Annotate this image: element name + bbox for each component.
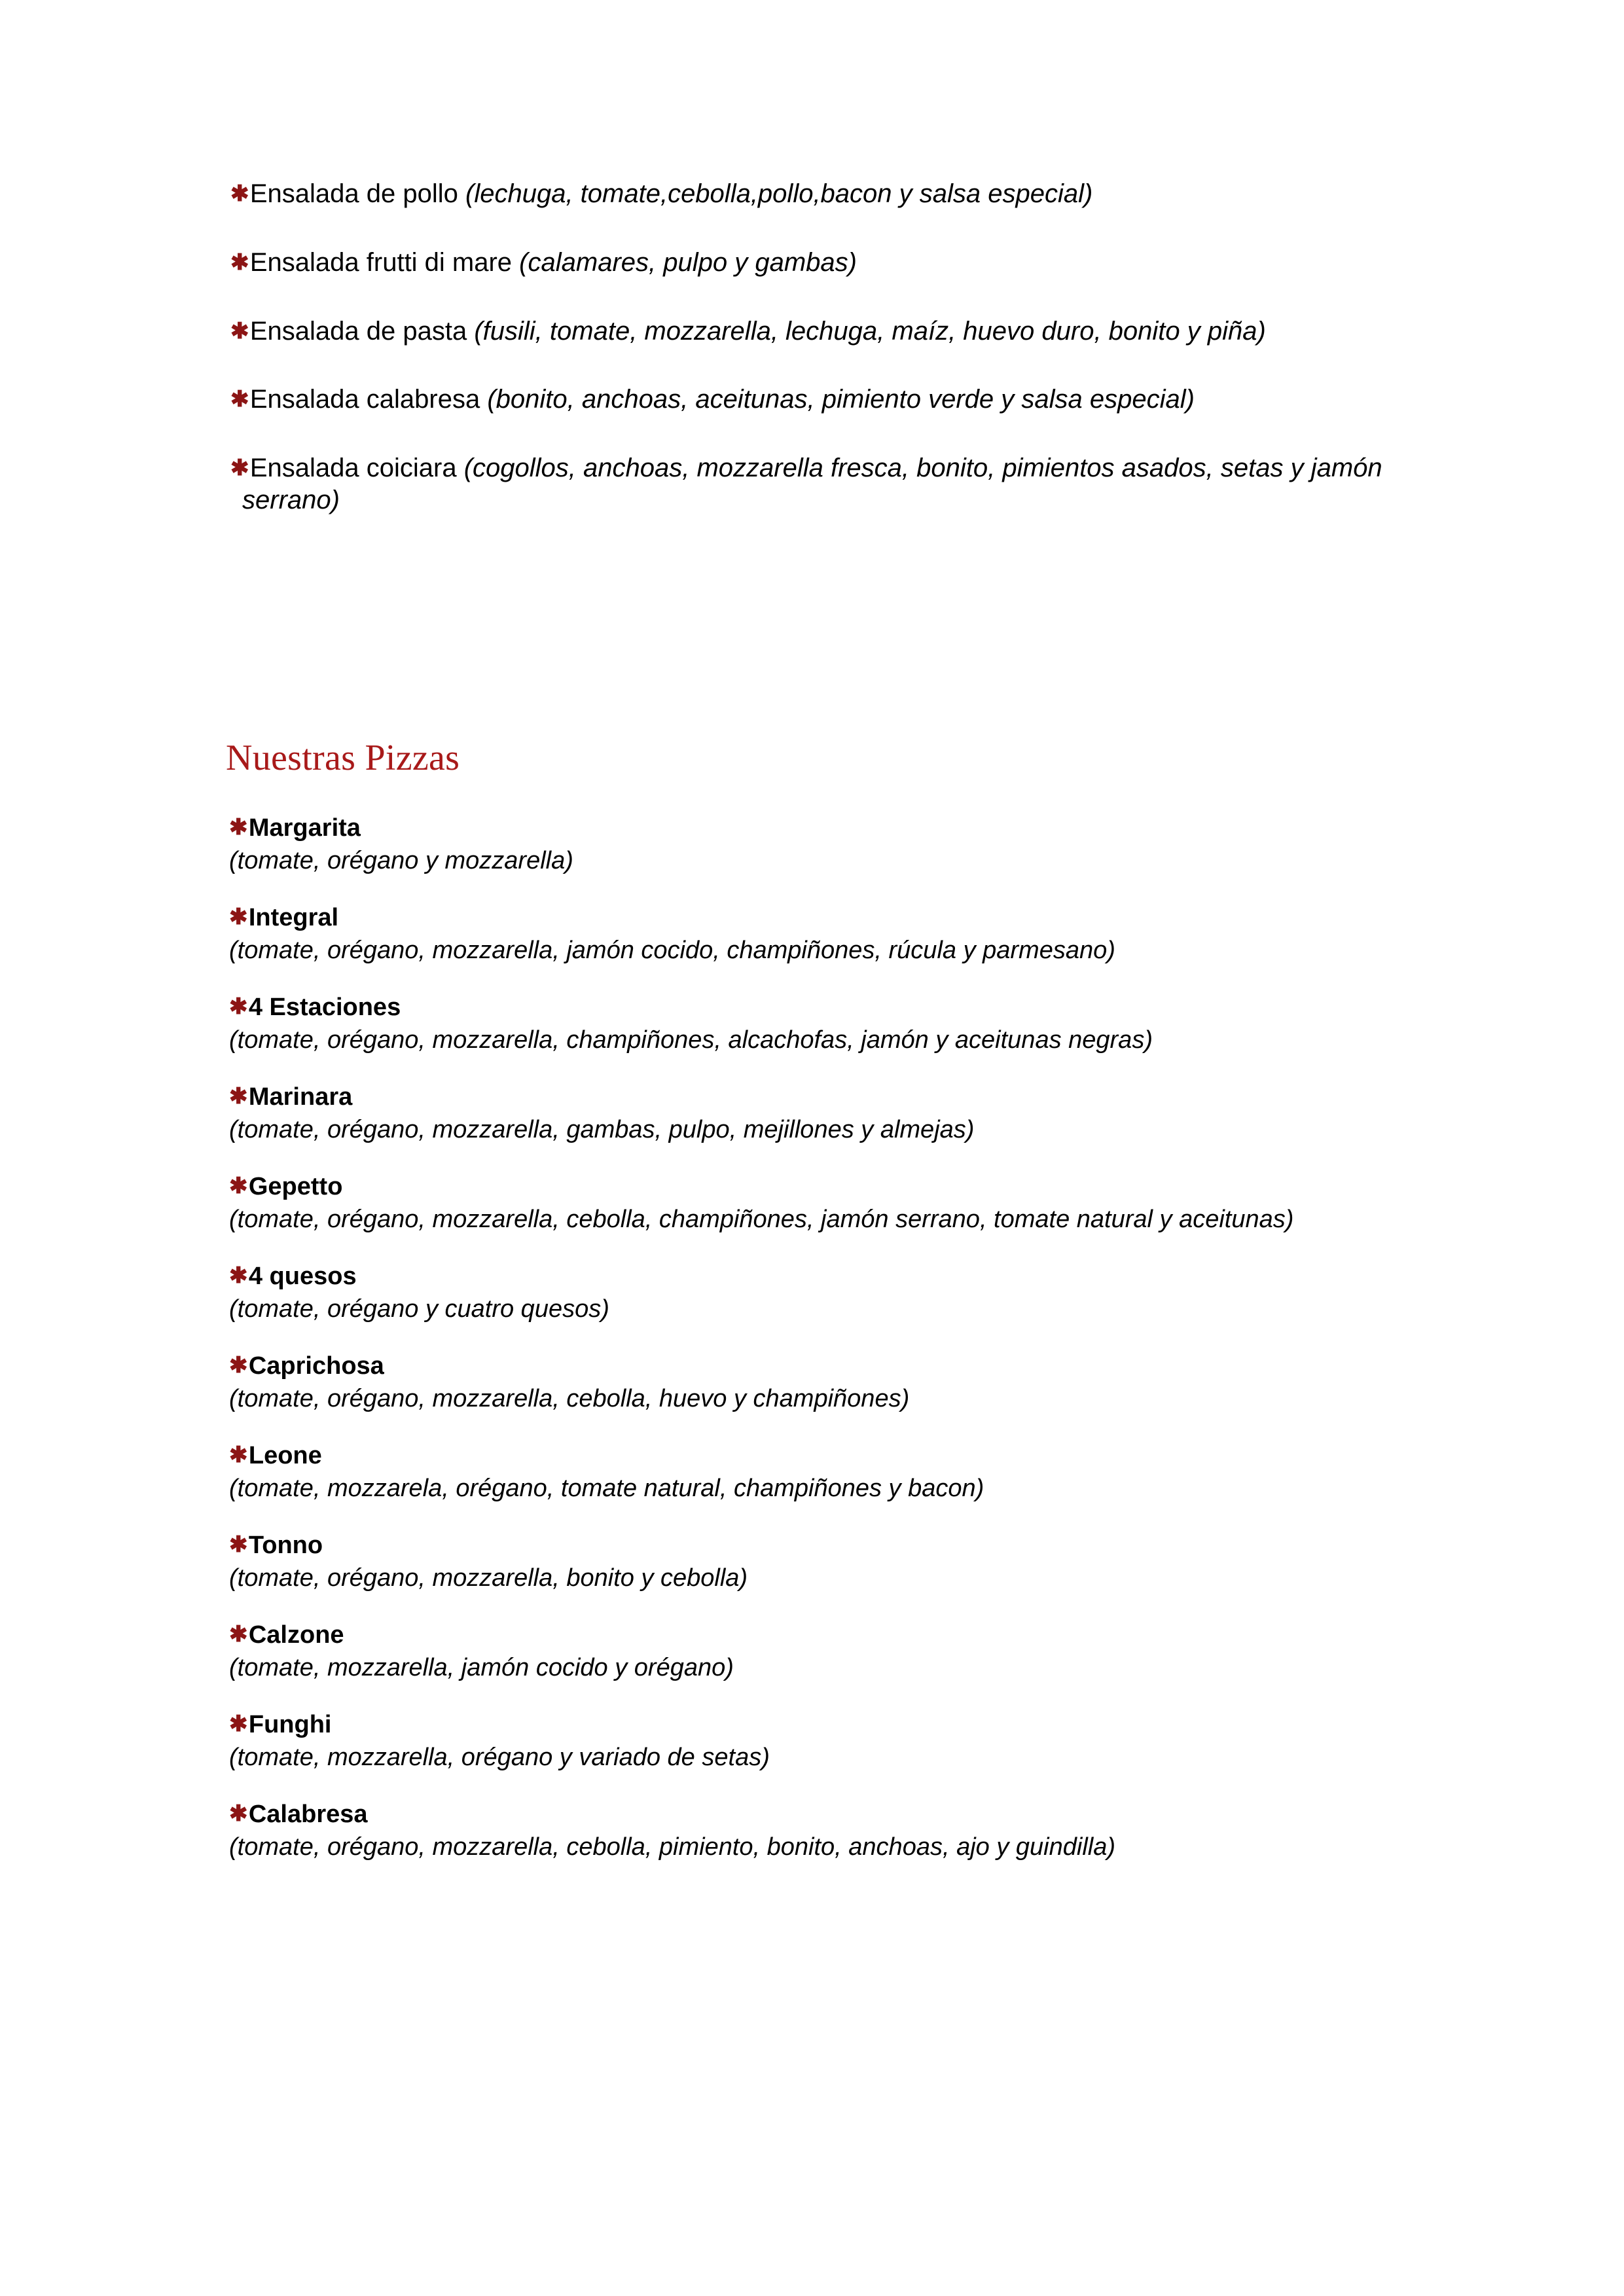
pizza-list-item [229, 1351, 1394, 1414]
pizza-description: (tomate, orégano, mozzarella, bonito y cebolla) [229, 1564, 748, 1592]
salad-name: Ensalada calabresa [249, 385, 488, 414]
asterisk-bullet-icon: ✱ [229, 1801, 249, 1826]
pizza-list-item [229, 1172, 1394, 1235]
pizza-list-item [229, 1799, 1394, 1863]
pizza-description: (tomate, orégano, mozzarella, cebolla, pimiento, bonito, anchoas, ajo y guindilla) [229, 1833, 1115, 1861]
pizza-description: (tomate, orégano, mozzarella, cebolla, huevo y champiñones) [229, 1384, 910, 1412]
salad-list-item [230, 178, 1382, 210]
asterisk-bullet-icon: ✱ [229, 1083, 249, 1109]
pizza-list-item [229, 813, 1394, 876]
pizza-list-item [229, 903, 1394, 966]
pizza-list-item [229, 1530, 1394, 1594]
pizza-description: (tomate, mozzarela, orégano, tomate natural, champiñones y bacon) [229, 1474, 984, 1502]
pizza-name-line [229, 1351, 1394, 1382]
page-title-nuestras-pizzas: Nuestras Pizzas [226, 738, 460, 778]
pizza-name: Calabresa [248, 1801, 368, 1828]
asterisk-bullet-icon: ✱ [230, 318, 250, 344]
pizza-description: (tomate, orégano, mozzarella, cebolla, champiñones, jamón serrano, tomate natural y aceitunas) [229, 1205, 1294, 1233]
pizza-name-line [229, 1710, 1394, 1741]
pizza-name: Leone [248, 1442, 322, 1469]
pizzas-section [229, 813, 1394, 1863]
pizza-description: (tomate, mozzarella, jamón cocido y orégano) [229, 1653, 734, 1681]
pizza-name-line [229, 1172, 1394, 1203]
pizza-list-item [229, 1261, 1394, 1325]
pizza-list-item [229, 1620, 1394, 1683]
pizza-name: Gepetto [248, 1173, 343, 1200]
asterisk-bullet-icon: ✱ [230, 181, 250, 206]
pizza-description: (tomate, orégano y mozzarella) [229, 846, 573, 874]
pizza-name: Caprichosa [248, 1352, 384, 1380]
pizza-description: (tomate, mozzarella, orégano y variado de setas) [229, 1743, 770, 1771]
pizza-name: 4 Estaciones [248, 994, 401, 1021]
salad-list-item [230, 315, 1382, 348]
pizza-name-line [229, 1799, 1394, 1831]
asterisk-bullet-icon: ✱ [230, 249, 250, 275]
pizza-name-line [229, 903, 1394, 934]
salad-name: Ensalada coiciara [249, 454, 464, 483]
salad-description: (bonito, anchoas, aceitunas, pimiento verde y salsa especial) [487, 385, 1195, 414]
salad-description: (cogollos, anchoas, mozzarella fresca, bonito, pimientos asados, setas y jamón serrano) [242, 454, 1382, 514]
salad-list-item [230, 452, 1382, 516]
asterisk-bullet-icon: ✱ [229, 904, 249, 929]
asterisk-bullet-icon: ✱ [229, 994, 249, 1019]
asterisk-bullet-icon: ✱ [230, 456, 250, 481]
salad-description: (calamares, pulpo y gambas) [519, 247, 857, 277]
pizza-name: 4 quesos [248, 1263, 357, 1290]
pizza-name: Tonno [248, 1532, 323, 1559]
salad-name: Ensalada de pasta [249, 316, 475, 346]
pizza-name-line [229, 992, 1394, 1024]
asterisk-bullet-icon: ✱ [229, 1352, 249, 1378]
asterisk-bullet-icon: ✱ [230, 387, 250, 412]
asterisk-bullet-icon: ✱ [229, 814, 249, 840]
salad-list-item [230, 384, 1382, 416]
pizza-name-line [229, 813, 1394, 844]
asterisk-bullet-icon: ✱ [229, 1621, 249, 1647]
pizza-list-item [229, 1082, 1394, 1145]
salad-description: (lechuga, tomate,cebolla,pollo,bacon y salsa especial) [465, 179, 1093, 208]
pizza-list-item [229, 1441, 1394, 1504]
pizza-list-item [229, 1710, 1394, 1773]
salad-name: Ensalada frutti di mare [249, 247, 520, 277]
asterisk-bullet-icon: ✱ [229, 1711, 249, 1736]
pizza-list-item [229, 992, 1394, 1056]
asterisk-bullet-icon: ✱ [229, 1532, 249, 1557]
asterisk-bullet-icon: ✱ [229, 1442, 249, 1467]
salad-list-item [230, 247, 1382, 279]
asterisk-bullet-icon: ✱ [229, 1173, 249, 1198]
salad-name: Ensalada de pollo [249, 179, 465, 208]
pizza-name: Funghi [248, 1711, 332, 1738]
pizza-name-line [229, 1620, 1394, 1651]
asterisk-bullet-icon: ✱ [229, 1263, 249, 1288]
salad-description: (fusili, tomate, mozzarella, lechuga, maíz, huevo duro, bonito y piña) [474, 316, 1266, 346]
pizza-description: (tomate, orégano y cuatro quesos) [229, 1295, 609, 1323]
salads-section [230, 178, 1382, 516]
pizza-name-line [229, 1261, 1394, 1293]
pizza-name: Margarita [248, 814, 361, 842]
pizza-name-line [229, 1530, 1394, 1562]
pizza-description: (tomate, orégano, mozzarella, champiñones, alcachofas, jamón y aceitunas negras) [229, 1026, 1153, 1054]
pizza-description: (tomate, orégano, mozzarella, gambas, pulpo, mejillones y almejas) [229, 1115, 975, 1143]
pizza-name: Marinara [248, 1083, 353, 1111]
pizza-name-line [229, 1441, 1394, 1472]
pizza-name: Calzone [248, 1621, 344, 1649]
pizza-name-line [229, 1082, 1394, 1113]
pizza-name: Integral [248, 904, 339, 931]
pizza-description: (tomate, orégano, mozzarella, jamón cocido, champiñones, rúcula y parmesano) [229, 936, 1115, 964]
